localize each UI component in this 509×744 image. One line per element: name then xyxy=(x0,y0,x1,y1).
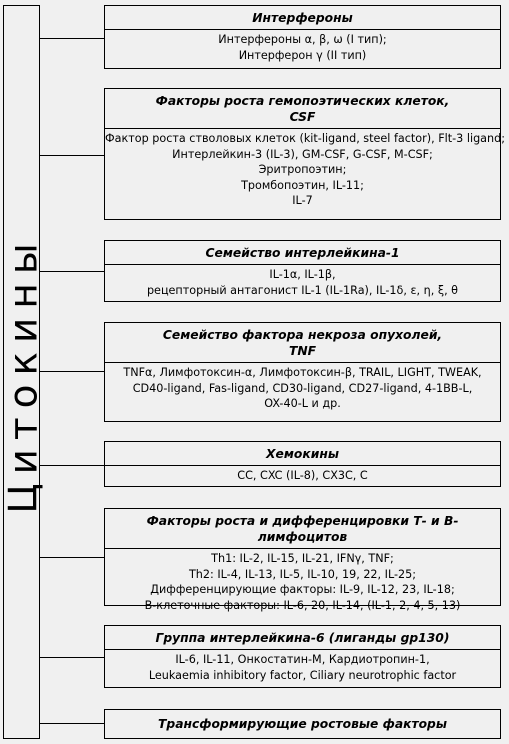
group-title xyxy=(107,716,498,732)
group-title xyxy=(107,10,498,26)
cytokine-group-box xyxy=(104,709,501,739)
member-line: Эритропоэтин; xyxy=(258,163,347,176)
member-line: рецепторный антагонист IL-1 (IL-1Ra), IL-1δ, ε, η, ξ, θ xyxy=(146,283,459,297)
group-title xyxy=(107,513,498,545)
member-line: Th1: IL-2, IL-15, IL-21, IFNγ, TNF; xyxy=(211,552,394,565)
member-line: OX-40-L и др. xyxy=(264,397,341,410)
title-divider xyxy=(105,264,500,265)
cytokine-group-box xyxy=(104,441,501,487)
cytokine-group-box xyxy=(104,508,501,612)
member-line: В-клеточные факторы: IL-6, 20, IL-14, (IL-1, 2, 4, 5, 13) xyxy=(144,598,461,612)
member-line: Тромбопоэтин, IL-11; xyxy=(241,178,364,192)
member-line: Интерферон γ (II тип) xyxy=(238,48,367,62)
group-title-line: Семейство фактора некроза опухолей, xyxy=(162,328,443,342)
member-line: Интерлейкин-3 (IL-3), GM-CSF, G-CSF, M-CSF; xyxy=(172,147,433,161)
member-line: Фактор роста стволовых клеток (kit-ligand, steel factor), Flt-3 ligand; xyxy=(105,132,505,145)
member-line: Th2: IL-4, IL-13, IL-5, IL-10, 19, 22, IL-25; xyxy=(188,567,417,581)
group-title-line: Хемокины xyxy=(266,447,339,461)
group-title-line: CSF xyxy=(289,110,316,124)
cytokine-group-box xyxy=(104,5,501,69)
group-title-line: TNF xyxy=(288,344,317,358)
group-title xyxy=(107,630,498,646)
group-title-line: Группа интерлейкина-6 (лиганды gp130) xyxy=(155,631,450,645)
group-title xyxy=(107,446,498,462)
group-title xyxy=(107,327,498,359)
member-line: IL-6, IL-11, Онкостатин-М, Кардиотропин-1, xyxy=(175,653,430,666)
title-divider xyxy=(105,649,500,650)
member-line: Интерфероны α, β, ω (I тип); xyxy=(218,33,387,46)
group-title-line: Факторы роста и дифференцировки Т- и В-лимфоцитов xyxy=(146,514,459,544)
group-title-line: Семейство интерлейкина-1 xyxy=(205,246,400,260)
title-divider xyxy=(105,128,500,129)
member-line: Leukaemia inhibitory factor, Ciliary neurotrophic factor xyxy=(148,668,457,682)
group-title xyxy=(107,245,498,261)
group-title-line: Факторы роста гемопоэтических клеток, xyxy=(155,94,450,108)
cytokine-group-box xyxy=(104,88,505,220)
member-line: CC, CXC (IL-8), CX3C, C xyxy=(237,469,368,482)
title-divider xyxy=(105,362,500,363)
cytokines-root-label: Цитокины xyxy=(1,234,47,514)
cytokine-group-box xyxy=(104,322,501,422)
group-title xyxy=(107,93,498,125)
title-divider xyxy=(105,29,500,30)
member-line: IL-7 xyxy=(292,194,313,207)
member-line: TNFα, Лимфотоксин-α, Лимфотоксин-β, TRAIL, LIGHT, TWEAK, xyxy=(123,366,482,379)
title-divider xyxy=(105,548,500,549)
group-title-line: Интерфероны xyxy=(252,11,353,25)
title-divider xyxy=(105,465,500,466)
group-title-line: Трансформирующие ростовые факторы xyxy=(158,717,447,731)
member-line: Дифференцирующие факторы: IL-9, IL-12, 23, IL-18; xyxy=(150,583,455,596)
cytokines-root-box xyxy=(1,5,47,739)
cytokine-group-box xyxy=(104,625,501,688)
member-line: CD40-ligand, Fas-ligand, CD30-ligand, CD27-ligand, 4-1BB-L, xyxy=(132,381,473,395)
member-line: IL-1α, IL-1β, xyxy=(269,268,336,281)
cytokine-group-box xyxy=(104,240,501,302)
